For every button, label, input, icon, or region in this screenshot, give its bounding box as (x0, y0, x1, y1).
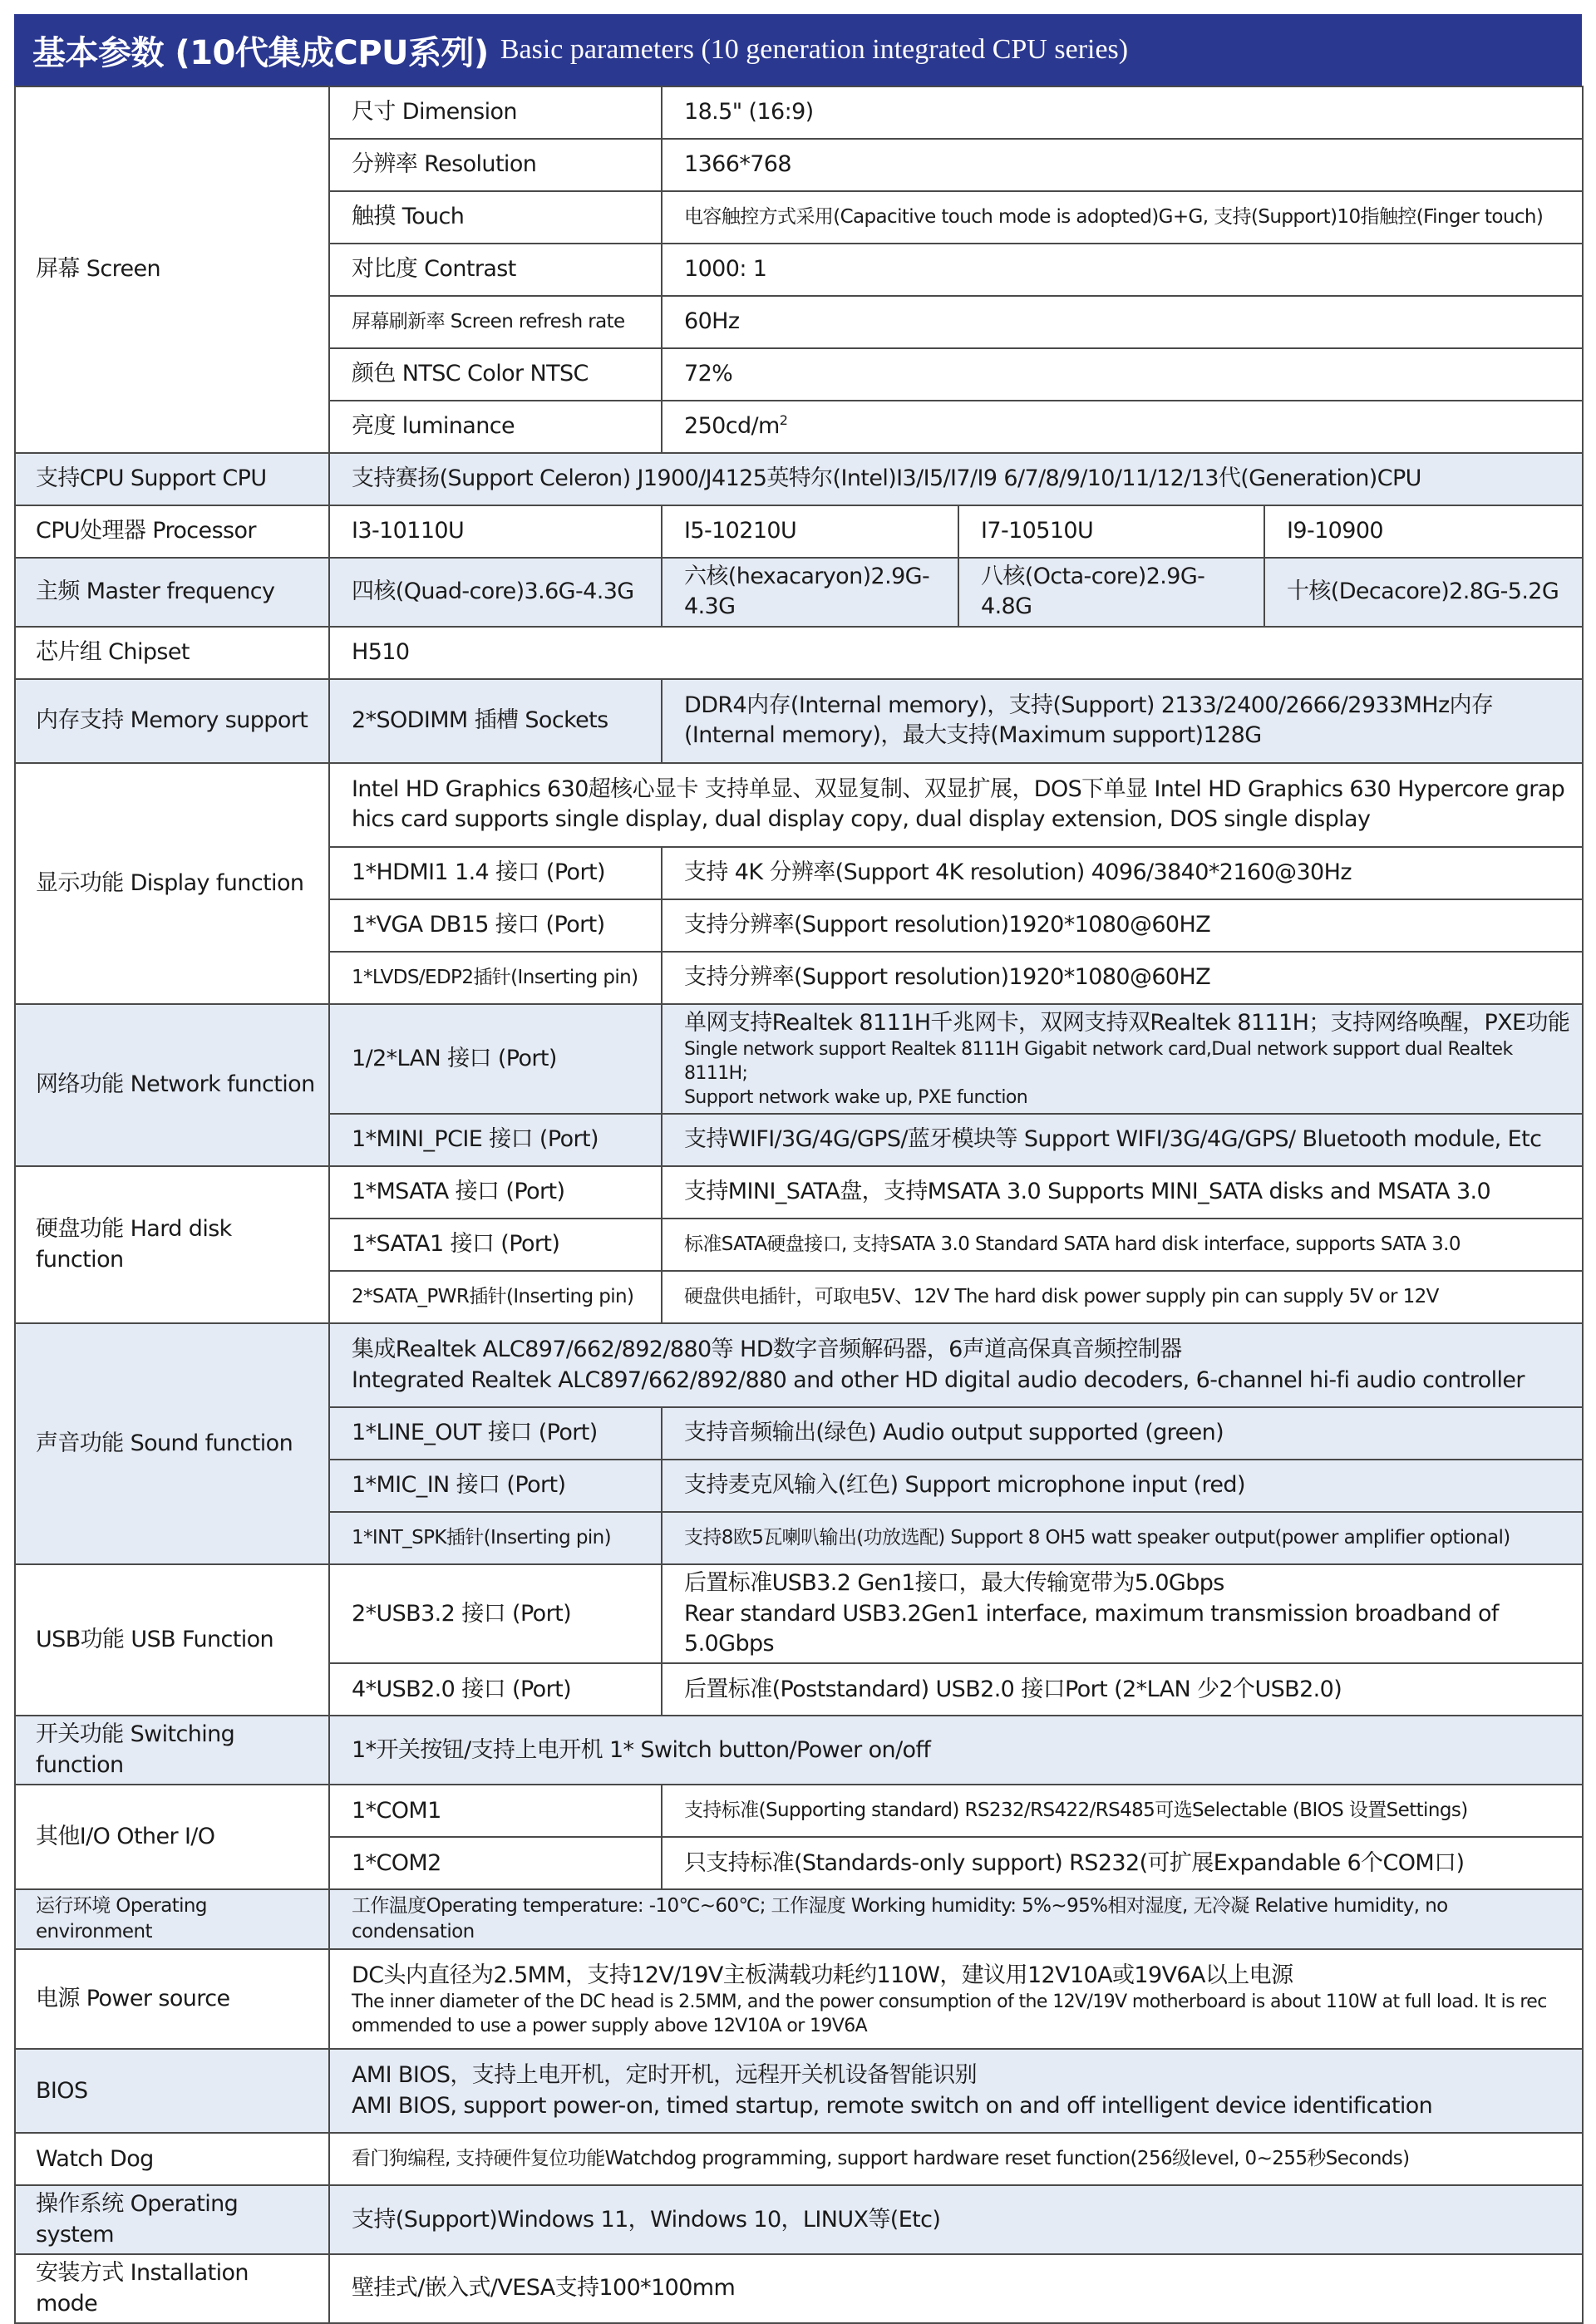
category-chipset: 芯片组 Chipset (15, 627, 329, 679)
row-label: 2*USB3.2 接口 (Port) (329, 1564, 662, 1663)
row-label: 1*HDMI1 1.4 接口 (Port) (329, 847, 662, 899)
row-value (329, 1949, 1583, 2049)
row-value: 支持WIFI/3G/4G/GPS/蓝牙模块等 Support WIFI/3G/4G/GPS/ Bluetooth module, Etc (662, 1114, 1583, 1166)
row-value (662, 401, 1583, 453)
row-label: 2*SATA_PWR插针(Inserting pin) (329, 1271, 662, 1323)
spec-table (14, 86, 1584, 2324)
category-installation: 安装方式 Installation mode (15, 2254, 329, 2323)
row-value: 工作温度Operating temperature: -10℃~60℃; 工作湿度 Working humidity: 5%~95%相对湿度, 无冷凝 Relative humidity, no condensation (329, 1889, 1583, 1949)
row-label: 颜色 NTSC Color NTSC (329, 348, 662, 401)
category-network: 网络功能 Network function (15, 1004, 329, 1166)
row-value: 支持(Support)Windows 11，Windows 10，LINUX等(Etc) (329, 2185, 1583, 2254)
table-row (15, 2049, 1583, 2133)
category-memory: 内存支持 Memory support (15, 679, 329, 763)
row-label: 1*COM2 (329, 1837, 662, 1889)
row-value: 60Hz (662, 296, 1583, 348)
row-value: 支持赛扬(Support Celeron) J1900/J4125英特尔(Intel)I3/I5/I7/I9 6/7/8/9/10/11/12/13代(Generation)CPU (329, 453, 1583, 505)
luminance-value: 250cd/m (684, 413, 780, 440)
frequency-option: 十核(Decacore)2.8G-5.2G (1264, 558, 1583, 627)
category-sound: 声音功能 Sound function (15, 1323, 329, 1564)
category-processor: CPU处理器 Processor (15, 505, 329, 558)
row-label: 1*SATA1 接口 (Port) (329, 1219, 662, 1271)
table-row (15, 558, 1583, 627)
category-support-cpu: 支持CPU Support CPU (15, 453, 329, 505)
row-value: 后置标准(Poststandard) USB2.0 接口Port (2*LAN 少2个USB2.0) (662, 1663, 1583, 1716)
category-other-io: 其他I/O Other I/O (15, 1785, 329, 1889)
table-row (15, 1323, 1583, 1407)
row-label: 对比度 Contrast (329, 244, 662, 296)
row-value: 支持麦克风输入(红色) Support microphone input (red) (662, 1460, 1583, 1512)
table-row (15, 453, 1583, 505)
table-row (15, 763, 1583, 847)
usb3-desc-line: Rear standard USB3.2Gen1 interface, maximum transmission broadband of 5.0Gbps (684, 1600, 1499, 1657)
processor-option: I3-10110U (329, 505, 662, 558)
processor-option: I7-10510U (958, 505, 1264, 558)
row-label: 1*LINE_OUT 接口 (Port) (329, 1407, 662, 1460)
processor-option: I9-10900 (1264, 505, 1583, 558)
table-row (15, 2185, 1583, 2254)
row-value: 标准SATA硬盘接口, 支持SATA 3.0 Standard SATA hard disk interface, supports SATA 3.0 (662, 1219, 1583, 1271)
row-value: 看门狗编程, 支持硬件复位功能Watchdog programming, support hardware reset function(256级level, 0~255秒Seconds) (329, 2133, 1583, 2185)
row-label: 2*SODIMM 插槽 Sockets (329, 679, 662, 763)
bios-desc-line: AMI BIOS, support power-on, timed startup, remote switch on and off intelligent device identification (352, 2092, 1433, 2119)
usb3-desc-line: 后置标准USB3.2 Gen1接口，最大传输宽带为5.0Gbps (684, 1570, 1224, 1597)
table-row (15, 2133, 1583, 2185)
row-value: 硬盘供电插针，可取电5V、12V The hard disk power supply pin can supply 5V or 12V (662, 1271, 1583, 1323)
unit-superscript: 2 (779, 412, 788, 429)
row-label: 1/2*LAN 接口 (Port) (329, 1004, 662, 1114)
table-row (15, 86, 1583, 139)
row-label: 1*VGA DB15 接口 (Port) (329, 899, 662, 952)
processor-option: I5-10210U (662, 505, 958, 558)
row-value: 支持分辨率(Support resolution)1920*1080@60HZ (662, 899, 1583, 952)
category-switching: 开关功能 Switching function (15, 1716, 329, 1785)
table-row (15, 1889, 1583, 1949)
row-label: 1*INT_SPK插针(Inserting pin) (329, 1512, 662, 1564)
bios-desc-line: AMI BIOS，支持上电开机，定时开机，远程开关机设备智能识别 (352, 2062, 977, 2089)
row-label: 屏幕刷新率 Screen refresh rate (329, 296, 662, 348)
row-value: 1000: 1 (662, 244, 1583, 296)
category-environment: 运行环境 Operating environment (15, 1889, 329, 1949)
row-value: 支持 4K 分辨率(Support 4K resolution) 4096/3840*2160@30Hz (662, 847, 1583, 899)
category-display: 显示功能 Display function (15, 763, 329, 1004)
row-value (662, 1004, 1583, 1114)
power-desc-en: The inner diameter of the DC head is 2.5MM, and the power consumption of the 12V/19V motherboard is about 110W at full load. It is rec (352, 1992, 1547, 2012)
row-value: 1*开关按钮/支持上电开机 1* Switch button/Power on/off (329, 1716, 1583, 1785)
header-title-en: Basic parameters (10 generation integrated CPU series) (500, 34, 1129, 65)
frequency-option: 六核(hexacaryon)2.9G-4.3G (662, 558, 958, 627)
row-label: 触摸 Touch (329, 191, 662, 244)
table-row (15, 1004, 1583, 1114)
row-value (662, 1564, 1583, 1663)
row-value: 支持分辨率(Support resolution)1920*1080@60HZ (662, 952, 1583, 1004)
display-desc-line: hics card supports single display, dual display copy, dual display extension, DOS single display (352, 806, 1371, 833)
category-usb: USB功能 USB Function (15, 1564, 329, 1716)
category-watchdog: Watch Dog (15, 2133, 329, 2185)
row-value: 支持8欧5瓦喇叭输出(功放选配) Support 8 OH5 watt speaker output(power amplifier optional) (662, 1512, 1583, 1564)
table-row (15, 1716, 1583, 1785)
row-label: 1*MINI_PCIE 接口 (Port) (329, 1114, 662, 1166)
row-label: 1*COM1 (329, 1785, 662, 1837)
category-hard-disk: 硬盘功能 Hard disk function (15, 1166, 329, 1323)
row-label: 尺寸 Dimension (329, 86, 662, 139)
sound-description (329, 1323, 1583, 1407)
lan-desc-zh: 单网支持Realtek 8111H千兆网卡，双网支持双Realtek 8111H；支持网络唤醒，PXE功能 (684, 1009, 1570, 1036)
table-row (15, 1166, 1583, 1219)
lan-desc-en: Support network wake up, PXE function (684, 1086, 1028, 1108)
display-desc-line: Intel HD Graphics 630超核心显卡 支持单显、双显复制、双显扩展，DOS下单显 Intel HD Graphics 630 Hypercore grap (352, 775, 1565, 802)
category-power: 电源 Power source (15, 1949, 329, 2049)
row-value: 支持标准(Supporting standard) RS232/RS422/RS485可选Selectable (BIOS 设置Settings) (662, 1785, 1583, 1837)
table-row (15, 1564, 1583, 1663)
row-value: H510 (329, 627, 1583, 679)
row-value (329, 2049, 1583, 2133)
row-label: 1*MSATA 接口 (Port) (329, 1166, 662, 1219)
power-desc-zh: DC头内直径为2.5MM，支持12V/19V主板满载功耗约110W，建议用12V10A或19V6A以上电源 (352, 1962, 1293, 1988)
sound-desc-line: Integrated Realtek ALC897/662/892/880 and other HD digital audio decoders, 6-channel hi-fi audio controller (352, 1366, 1525, 1393)
row-label: 分辨率 Resolution (329, 139, 662, 191)
table-row (15, 679, 1583, 763)
table-row (15, 2254, 1583, 2323)
table-row (15, 1785, 1583, 1837)
row-value: 壁挂式/嵌入式/VESA支持100*100mm (329, 2254, 1583, 2323)
table-row (15, 505, 1583, 558)
category-screen: 屏幕 Screen (15, 86, 329, 453)
category-bios: BIOS (15, 2049, 329, 2133)
lan-desc-en: Single network support Realtek 8111H Gigabit network card,Dual network support dual Realtek 8111H; (684, 1039, 1513, 1084)
display-description (329, 763, 1583, 847)
row-label: 1*MIC_IN 接口 (Port) (329, 1460, 662, 1512)
header-title-zh: 基本参数 (10代集成CPU系列) (32, 33, 489, 72)
row-label: 1*LVDS/EDP2插针(Inserting pin) (329, 952, 662, 1004)
row-value: 18.5" (16:9) (662, 86, 1583, 139)
frequency-option: 四核(Quad-core)3.6G-4.3G (329, 558, 662, 627)
category-frequency: 主频 Master frequency (15, 558, 329, 627)
row-value: 72% (662, 348, 1583, 401)
header-bar (14, 14, 1582, 86)
row-value: 1366*768 (662, 139, 1583, 191)
power-desc-en: ommended to use a power supply above 12V10A or 19V6A (352, 2015, 868, 2036)
row-label: 4*USB2.0 接口 (Port) (329, 1663, 662, 1716)
spec-sheet (14, 0, 1582, 2324)
row-value: 只支持标准(Standards-only support) RS232(可扩展Expandable 6个COM口) (662, 1837, 1583, 1889)
row-value: 支持音频输出(绿色) Audio output supported (green) (662, 1407, 1583, 1460)
category-os: 操作系统 Operating system (15, 2185, 329, 2254)
row-value: 支持MINI_SATA盘，支持MSATA 3.0 Supports MINI_SATA disks and MSATA 3.0 (662, 1166, 1583, 1219)
row-value: DDR4内存(Internal memory)，支持(Support) 2133/2400/2666/2933MHz内存(Internal memory)，最大支持(Maximum support)128G (662, 679, 1583, 763)
frequency-option: 八核(Octa-core)2.9G-4.8G (958, 558, 1264, 627)
row-label: 亮度 luminance (329, 401, 662, 453)
table-row (15, 627, 1583, 679)
row-value: 电容触控方式采用(Capacitive touch mode is adopted)G+G, 支持(Support)10指触控(Finger touch) (662, 191, 1583, 244)
sound-desc-line: 集成Realtek ALC897/662/892/880等 HD数字音频解码器，6声道高保真音频控制器 (352, 1337, 1182, 1363)
table-row (15, 1949, 1583, 2049)
